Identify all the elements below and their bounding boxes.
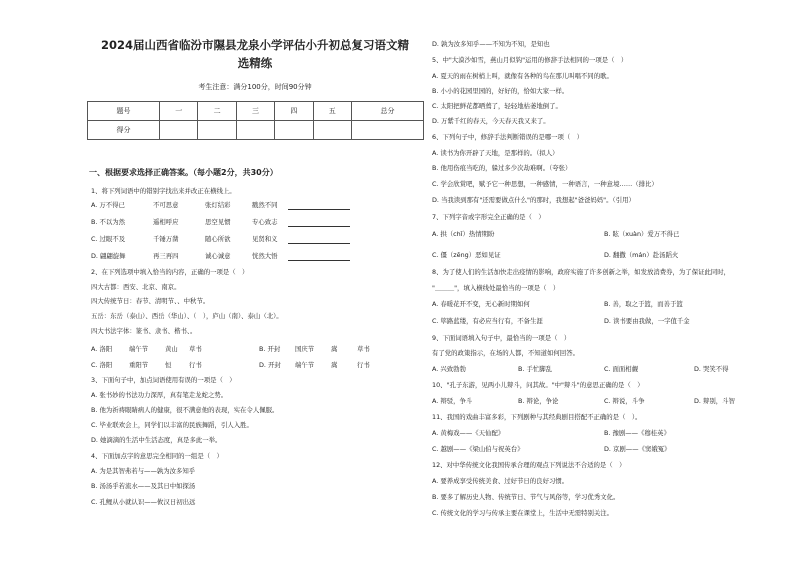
- table-cell: 二: [198, 102, 236, 121]
- q4-option[interactable]: C. 孔鲤从小就认识——攸汉日初出远: [91, 498, 196, 506]
- q7-option[interactable]: C. 僵（zēng）恶如见证: [432, 251, 501, 259]
- q3-option[interactable]: B. 他为祈祷眼睛病人的健康，很不满意他的表现，实在令人佩服。: [91, 406, 279, 414]
- q10-option[interactable]: A. 辩驳，争斗: [432, 397, 473, 405]
- q1-item: 思空见惯: [205, 218, 231, 226]
- q12-option[interactable]: A. 要养成享受传统美食、过好节日的良好习惯。: [432, 477, 569, 485]
- q2-line: 四大古都：西安、北京、南京。: [91, 283, 181, 291]
- q3-option[interactable]: C. 毕业联欢会上，同学们以丰富的民族舞蹈，引人入胜。: [91, 421, 253, 429]
- q1-item: A. 万不得已: [91, 201, 125, 209]
- q1-item: 专心致志: [252, 218, 278, 226]
- q7-option[interactable]: A. 拱（chǐ）热情期盼: [432, 230, 495, 238]
- table-cell: 三: [236, 102, 274, 121]
- q2-option: 嵩: [331, 345, 338, 353]
- q10-option[interactable]: B. 辩论，争论: [518, 397, 559, 405]
- page-title-line2: 选精练: [237, 56, 273, 70]
- question-option[interactable]: A. 读书为你开辟了天地，是那样的。（拟人）: [432, 149, 559, 157]
- q2-option: 草书: [189, 345, 202, 353]
- q1-item: 再三再四: [153, 252, 179, 260]
- score-table: [87, 101, 424, 140]
- table-cell: 题号: [88, 102, 160, 121]
- table-cell: 总分: [351, 102, 423, 121]
- q10-option[interactable]: D. 辩别，斗智: [694, 397, 735, 405]
- q2-option: 行书: [189, 361, 202, 369]
- q1-item: 诚心诚意: [205, 252, 231, 260]
- q1-item: 不可思意: [153, 201, 179, 209]
- q8-option[interactable]: B. 善，取之于篮，而善于篮: [604, 300, 683, 308]
- q2-option: 国庆节: [295, 345, 315, 353]
- q8-option[interactable]: D. 读书要由我做，一字值千金: [604, 317, 690, 325]
- score-input-cell[interactable]: [198, 121, 236, 140]
- q1-item: 遥相呼应: [153, 218, 179, 226]
- q4-option[interactable]: A. 为是其智弗若与——孰为汝多知乎: [91, 467, 196, 475]
- q8-option[interactable]: A. 春暖花开不变，无心新时期如何: [432, 300, 530, 308]
- question-stem: 6、下列句子中，修辞手法判断错误的是哪一项（ ）: [432, 133, 584, 141]
- question-stem: 7、下列字音或字形完全正确的是（ ）: [432, 213, 545, 221]
- question-stem: 8、为了使人们的生活加快走出疫情的影响，政府实施了许多创新之举，如发放消费券，为了保证此同时，: [432, 268, 731, 276]
- q1-item: 戳然不同: [252, 201, 278, 209]
- question-line[interactable]: D. 孰为汝多知乎——不知为不知，是知也: [432, 40, 550, 48]
- table-row: [88, 121, 424, 140]
- score-input-cell[interactable]: [351, 121, 423, 140]
- q1-item: 张灯结彩: [205, 201, 231, 209]
- question-option[interactable]: D. 万紫千红的春天，今天春天我又来了。: [432, 117, 550, 125]
- answer-line[interactable]: [288, 243, 350, 244]
- question-stem: 有了党的政策指示，在场的人都，不知道如何回答。: [432, 349, 579, 357]
- q11-option[interactable]: C. 越剧——《梁山伯与祝英台》: [432, 445, 524, 453]
- table-cell: 五: [313, 102, 351, 121]
- q1-item: C. 过眼不及: [91, 235, 126, 243]
- q2-option: 草书: [357, 345, 370, 353]
- question-stem: 2、在下列选项中填入恰当的内容，正确的一项是（ ）: [91, 268, 249, 276]
- page-title: 2024届山西省临汾市隰县龙泉小学评估小升初总复习语文精: [100, 38, 409, 52]
- q1-item: 见贤和义: [252, 235, 278, 243]
- score-input-cell[interactable]: [236, 121, 274, 140]
- q9-option[interactable]: C. 面面相觑: [604, 365, 639, 373]
- exam-notice: 考生注意：满分100分，时间90分钟: [198, 83, 312, 91]
- score-input-cell[interactable]: [160, 121, 198, 140]
- q2-option: 黄山: [165, 345, 178, 353]
- q1-item: D. 翩翩旋舞: [91, 252, 126, 260]
- q8-option[interactable]: C. 筚路蓝缕，有必应当行有，不备生涯: [432, 317, 543, 325]
- q9-option[interactable]: D. 哭笑不得: [694, 365, 729, 373]
- q2-line: 五岳：东岳（泰山）、西岳（华山）、（ ），庐山（南）、泰山（北）。: [91, 312, 283, 320]
- q2-option[interactable]: B. 开封: [259, 345, 281, 353]
- q2-option[interactable]: D. 开封: [259, 361, 281, 369]
- q1-item: 千锤万凿: [153, 235, 179, 243]
- q2-option: 重阳节: [129, 361, 149, 369]
- q7-option[interactable]: D. 翻撒（mán）赴汤蹈火: [604, 251, 679, 259]
- question-option[interactable]: D. 当我读到那有"还需要做点什么"的那时，我想起"爸爸妈妈"。（引用）: [432, 196, 635, 204]
- question-stem: 9、下面词语填入句子中，最恰当的一项是（ ）: [432, 334, 571, 342]
- q12-option[interactable]: B. 要多了解历史人物、传统节日、节气与风俗等，学习优秀文化。: [432, 493, 620, 501]
- q2-line: 四大书法字体：篆书、隶书、楷书、。: [91, 327, 197, 335]
- q4-option[interactable]: B. 汤汤乎若流水——及其日中如探汤: [91, 482, 196, 490]
- question-stem: 12、对中华传统文化我国传承合理的观点下列说法不合适的是（ ）: [432, 461, 626, 469]
- table-cell: 一: [160, 102, 198, 121]
- q2-option[interactable]: A. 洛阳: [91, 345, 113, 353]
- answer-line[interactable]: [288, 260, 350, 261]
- q3-option[interactable]: A. 张书妙的书法功力深厚，真有笔走龙蛇之势。: [91, 391, 228, 399]
- score-input-cell[interactable]: [275, 121, 313, 140]
- q7-option[interactable]: B. 眩（xuàn）爱万不得已: [604, 230, 680, 238]
- q11-option[interactable]: B. 豫剧——《穆桂英》: [604, 429, 670, 437]
- q12-option[interactable]: C. 传统文化的学习与传承主要在课堂上，生活中无需特别关注。: [432, 509, 614, 517]
- q3-option[interactable]: D. 她滴滴的生活中生活态度，真是多此一举。: [91, 436, 222, 444]
- question-stem: 5、中"大漠沙如雪，燕山月似钩"运用的修辞手法相同的一项是（ ）: [432, 56, 628, 64]
- section-title: 一、根据要求选择正确答案。（每小题2分，共30分）: [89, 168, 278, 177]
- q10-option[interactable]: C. 辩说，斗争: [604, 397, 645, 405]
- q2-option[interactable]: C. 洛阳: [91, 361, 113, 369]
- q2-option: 端午节: [295, 361, 315, 369]
- answer-line[interactable]: [288, 209, 350, 210]
- question-stem: 3、下面句子中，加点词语使用有误的一项是（ ）: [91, 376, 236, 384]
- q2-option: 行书: [357, 361, 370, 369]
- table-row: [88, 102, 424, 121]
- question-option[interactable]: C. 太阳把鲜花都晒蔫了，轻轻地枯萎地倒了。: [432, 102, 562, 110]
- question-stem: 11、我国的戏曲丰富多彩，下列剧种与其经典剧目搭配不正确的是（ ）。: [432, 413, 642, 421]
- question-stem: 4、下面加点字的意思完全相同的一组是（ ）: [91, 452, 223, 460]
- q1-item: B. 不以为然: [91, 218, 126, 226]
- q1-item: 随心所欲: [205, 235, 231, 243]
- score-input-cell[interactable]: [313, 121, 351, 140]
- q2-line: 四大传统节日：春节、清明节、、中秋节。: [91, 297, 210, 305]
- q2-option: 端午节: [129, 345, 149, 353]
- question-stem: 10、"孔子东游，见两小儿辩斗，问其故。"中"辩斗"的意思正确的是（ ）: [432, 381, 644, 389]
- q1-item: 恍然大悟: [252, 252, 278, 260]
- question-option[interactable]: B. 小小的花园里园的，好好的，恰如大家一样。: [432, 87, 569, 95]
- q11-option[interactable]: D. 京剧——《窦娥冤》: [604, 445, 671, 453]
- table-cell: 四: [275, 102, 313, 121]
- q11-option[interactable]: A. 黄梅戏——《天仙配》: [432, 429, 505, 437]
- q9-option[interactable]: B. 手忙脚乱: [518, 365, 553, 373]
- question-option[interactable]: B. 他用伤痕当吃的，躲过多少次劫难啊。（夸张）: [432, 164, 572, 172]
- q9-option[interactable]: A. 兴致勃勃: [432, 365, 466, 373]
- question-option[interactable]: C. 学会欣赏吧，赋予它一种思想，一种感情，一种语言，一种意境……（排比）: [432, 180, 658, 188]
- q2-option: 恒: [165, 361, 172, 369]
- question-stem: "＿＿＿"，填入横线处最恰当的一项是（ ）: [432, 284, 560, 292]
- q2-option: 嵩: [331, 361, 338, 369]
- question-option[interactable]: A. 夏天的雨在树梢上叫，就像有各种的鸟在那儿叫唱不同的歌。: [432, 72, 613, 80]
- answer-line[interactable]: [288, 226, 350, 227]
- table-cell: 得分: [88, 121, 160, 140]
- question-stem: 1、将下列词语中的错别字找出来并改正在横线上。: [91, 187, 236, 195]
